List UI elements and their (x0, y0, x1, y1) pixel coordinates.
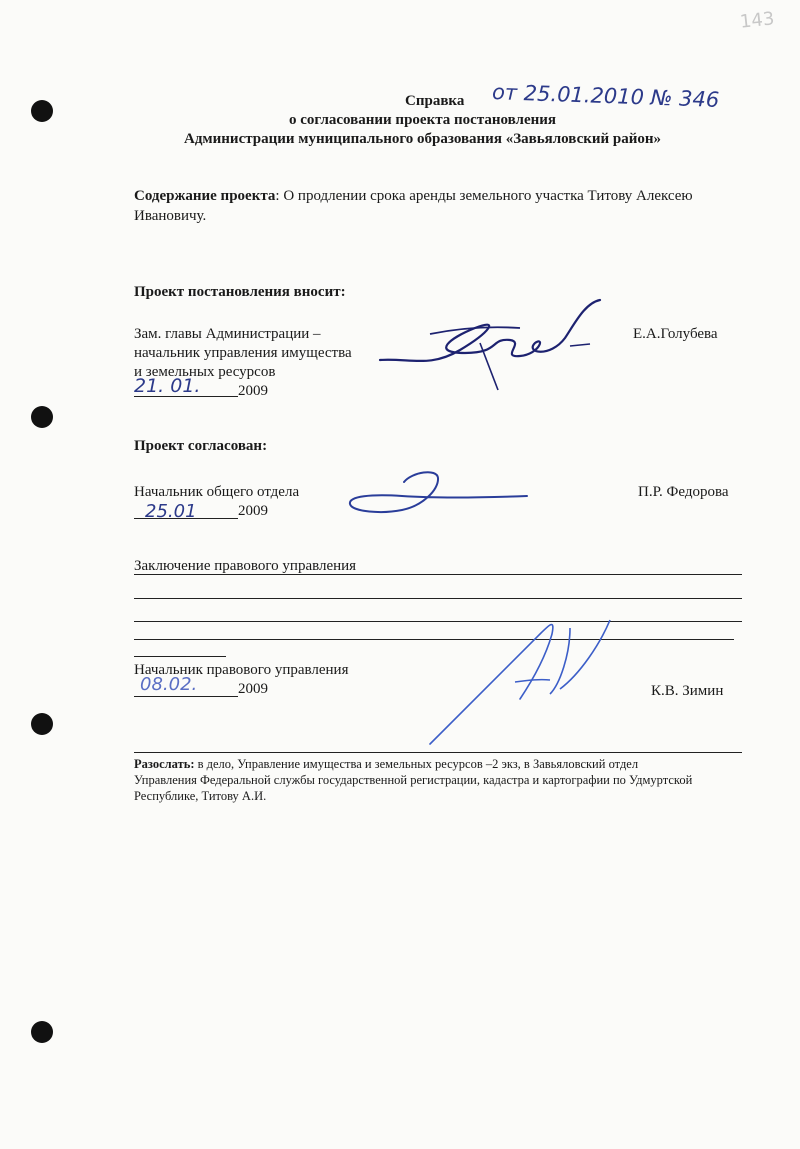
approved-date-underline (134, 518, 238, 519)
binder-hole (31, 1021, 53, 1043)
legal-conclusion-line-1 (134, 574, 742, 575)
submitter-position-line-2: начальник управления имущества (134, 345, 352, 361)
distribution-line-1: в дело, Управление имущества и земельных ресурсов –2 экз, в Завьяловский отдел (194, 757, 639, 771)
distribution-separator (134, 752, 742, 753)
legal-date-underline (134, 696, 238, 697)
approved-name: П.Р. Федорова (638, 484, 729, 500)
approved-signature (342, 468, 542, 528)
legal-position: Начальник правового управления (134, 662, 349, 678)
corner-page-mark: 143 (738, 8, 776, 33)
legal-signature (420, 614, 640, 754)
submitter-heading: Проект постановления вносит: (134, 284, 346, 300)
legal-name: К.В. Зимин (651, 683, 724, 699)
legal-year: 2009 (238, 681, 268, 697)
binder-hole (31, 406, 53, 428)
distribution-line-2: Управления Федеральной службы государственной регистрации, кадастра и картографии по Удмуртской (134, 773, 693, 787)
project-content-line-2: Ивановичу. (134, 208, 207, 224)
title-line-2: о согласовании проекта постановления (289, 112, 557, 128)
submitter-position-line-3: и земельных ресурсов (134, 364, 276, 380)
legal-handwritten-date: 08.02. (140, 674, 198, 695)
approved-handwritten-date: 25.01 (145, 501, 197, 522)
binder-hole (31, 713, 53, 735)
approved-heading: Проект согласован: (134, 438, 268, 454)
distribution-line-3: Республике, Титову А.И. (134, 789, 267, 803)
distribution (134, 756, 742, 804)
project-content (134, 186, 754, 226)
approved-position: Начальник общего отдела (134, 484, 300, 500)
content-colon: : (275, 188, 280, 204)
title-line-3: Администрации муниципального образования «Завьяловский район» (184, 131, 662, 147)
submitter-signature (370, 298, 610, 398)
submitter-name: Е.А.Голубева (633, 326, 718, 342)
document-title: Справка (405, 93, 465, 109)
binder-hole (31, 100, 53, 122)
submitter-handwritten-date: 21. 01. (134, 375, 201, 397)
approved-year: 2009 (238, 503, 268, 519)
distribution-label: Разослать: (134, 757, 195, 771)
project-content-label: Содержание проекта (134, 188, 276, 204)
legal-conclusion-label: Заключение правового управления (134, 558, 357, 574)
submitter-year: 2009 (238, 383, 268, 399)
legal-conclusion-line-2 (134, 598, 742, 599)
submitter-date-underline (134, 396, 238, 397)
submitter-position-line-1: Зам. главы Администрации – (134, 326, 321, 342)
project-content-line-1: О продлении срока аренды земельного участка Титову Алексею (279, 188, 693, 204)
handwritten-registration-date: от 25.01.2010 № 346 (491, 80, 720, 112)
legal-conclusion-line-5 (134, 656, 226, 657)
